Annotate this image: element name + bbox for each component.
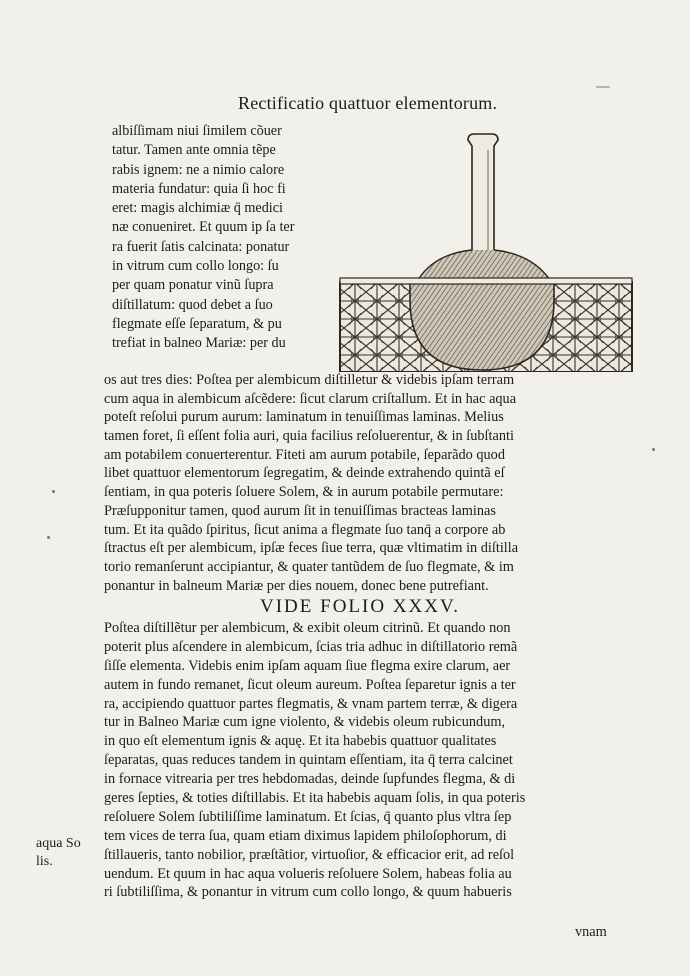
text-line: tamen foret, ſi eſſent folia auri, quia facilius reſoluerentur, & in ſubſtanti [104,428,514,445]
text-beside-figure [112,122,348,354]
main-text-upper [104,371,634,595]
page-header: Rectificatio quattuor elementorum. [238,93,498,113]
text-line: diſtillatum: quod debet a ſuo [112,296,273,313]
text-line: in vitrum cum collo longo: ſu [112,258,279,275]
main-text-lower [104,619,634,902]
text-line: ſtillaueris, tanto nobilior, præſtãtior, virtuoſior, & efficacior erit, ad reſol [104,846,515,863]
text-line: poterit plus aſcendere in alembicum, ſcias tria adhuc in diſtillatorio remã [104,638,518,655]
scan-speck [596,86,610,88]
text-line: trefiat in balneo Mariæ: per du [112,335,286,352]
text-line: flegmate eſſe ſeparatum, & pu [112,315,282,332]
scan-speck [47,536,50,539]
text-line: Præſupponitur tamen, quod aurum ſit in tenuiſſimas bracteas laminas [104,502,496,519]
text-line: rabis ignem: ne a nimio calore [112,161,285,178]
text-line: ra, accipiendo quattuor partes flegmatis, & vnam partem terræ, & digera [104,695,518,712]
text-line: geres ſepties, & toties diſtillabis. Et ita habebis aquam ſolis, in qua poteris [104,790,526,807]
flask-woodcut-icon [322,130,634,372]
text-line: poteſt reſolui purum aurum: laminatum in tenuiſſimas laminas. Melius [104,409,504,426]
text-line: am potabilem conuerterentur. Fiteti am aurum potabile, ſeparãdo quod [104,446,505,463]
text-line: tur in Balneo Mariæ cum igne violento, & videbis oleum rubicundum, [104,714,506,731]
scan-speck [652,448,655,451]
text-line: cum aqua in alembicum aſcẽdere: ſicut clarum criſtallum. Et in hac aqua [104,390,517,407]
catchword: vnam [575,924,607,940]
vide-folio-heading: VIDE FOLIO XXXV. [260,596,461,617]
marginal-note-line: aqua So [36,836,81,851]
text-line: ra fuerit ſatis calcinata: ponatur [112,238,290,255]
text-line: os aut tres dies: Poſtea per alembicum diſtilletur & videbis ipſam terram [104,372,515,388]
text-line: ſtractus eſt per alembicum, ipſæ feces ſiue terra, quæ vltimatim in diſtilla [104,540,519,557]
text-line: ponantur in balneum Mariæ per dies nouem, donec bene putrefiant. [104,577,489,594]
marginal-note-line: lis. [36,854,53,869]
text-line: albiſſimam niui ſimilem cõuer [112,123,282,139]
text-line: autem in fundo remanet, ſicut oleum aureum. Poſtea ſeparetur ignis a ter [104,676,516,693]
text-line: libet quattuor elementorum ſegregatim, & deinde extrahendo quintã eſ [104,465,505,482]
text-line: reſoluere Solem ſubtiliſſime laminatum. Et ſcias, q̄ quanto plus vltra ſep [104,808,512,825]
text-line: eret: magis alchimiæ q̄ medici [112,200,283,217]
text-line: in fornace vitrearia per tres hebdomadas, deinde ſupfundes flegma, & di [104,771,516,788]
text-line: per quam ponatur vinũ ſupra [112,277,274,294]
text-line: materia fundatur: quia ſi hoc fi [112,180,286,197]
text-line: uendum. Et quum in hac aqua volueris reſoluere Solem, habeas folia au [104,865,512,882]
text-line: tem vices de terra ſua, quam etiam diximus lapidem philoſophorum, di [104,827,507,844]
text-line: in quo eſt elementum ignis & aquę. Et ita habebis quattuor qualitates [104,733,497,750]
text-line: ri ſubtiliſſima, & ponantur in vitrum cum collo longo, & quum habueris [104,884,512,901]
text-line: ſentiam, in qua poteris ſoluere Solem, & in aurum potabile permutare: [104,484,504,501]
text-line: ſiſſe elementa. Videbis enim ipſam aquam ſiue flegma exire clarum, aer [104,657,511,674]
scan-speck [52,490,55,493]
marginal-note [36,835,81,871]
text-line: tatur. Tamen ante omnia tẽpe [112,142,276,159]
text-line: ſeparatas, quas reduces tandem in quintam eſſentiam, ita q̄ terra calcinet [104,752,513,769]
text-line: Poſtea diſtillẽtur per alembicum, & exibit oleum citrinũ. Et quando non [104,620,511,636]
text-line: tum. Et ita quãdo ſpiritus, ſicut anima a flegmate ſuo tanq̄ a corpore ab [104,521,506,538]
text-line: næ conueniret. Et quum ip ſa ter [112,219,295,236]
text-line: torio remanſerunt accipiantur, & quater tantũdem de ſuo flegmate, & im [104,558,514,575]
